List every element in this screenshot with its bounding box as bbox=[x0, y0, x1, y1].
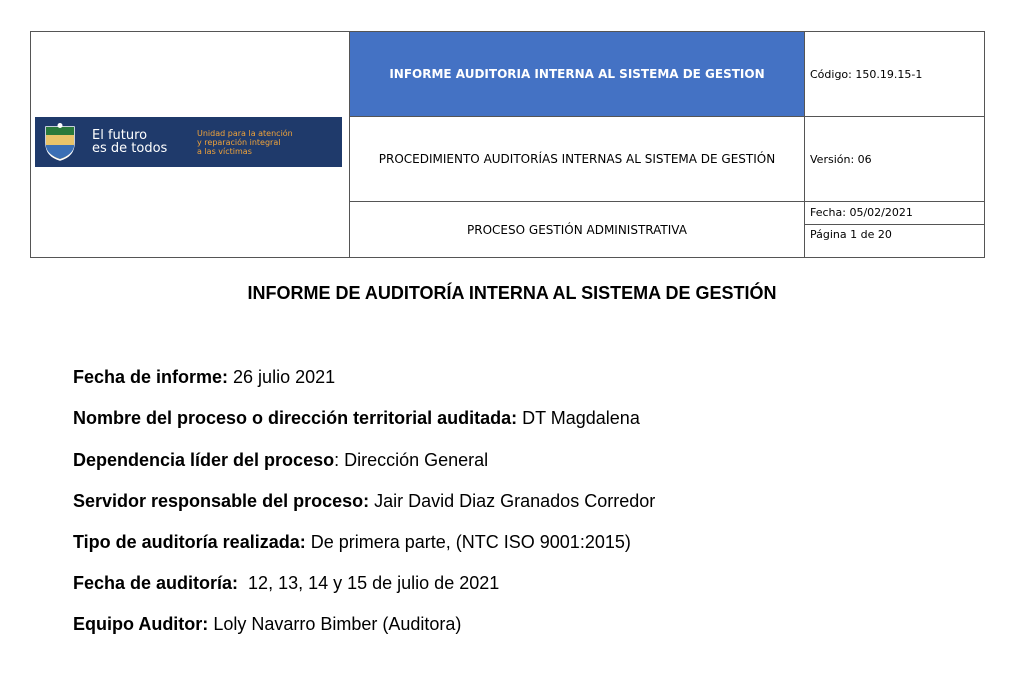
institution-logo bbox=[35, 117, 342, 167]
field-label: Dependencia líder del proceso bbox=[73, 450, 335, 470]
field-audit-dates bbox=[73, 573, 499, 594]
logo-text-line2: es de todos bbox=[92, 141, 168, 156]
field-label: Fecha de auditoría: bbox=[73, 573, 239, 593]
field-value: 26 julio 2021 bbox=[228, 367, 336, 387]
date-cell: Fecha: 05/02/2021 bbox=[805, 202, 985, 224]
field-value: Loly Navarro Bimber (Auditora) bbox=[208, 614, 462, 634]
field-lead-dependency bbox=[73, 450, 488, 471]
field-value: : Dirección General bbox=[334, 450, 489, 470]
logo-subtext-line3: a las víctimas bbox=[197, 146, 252, 156]
field-report-date bbox=[73, 367, 335, 388]
field-label: Fecha de informe: bbox=[73, 367, 229, 387]
coat-of-arms-icon bbox=[40, 121, 80, 163]
field-label: Equipo Auditor: bbox=[73, 614, 209, 634]
field-audited-process bbox=[73, 408, 640, 429]
version-cell: Versión: 06 bbox=[805, 117, 985, 202]
field-value: Jair David Diaz Granados Corredor bbox=[369, 491, 656, 511]
logo-text-line1: El futuro bbox=[92, 128, 148, 143]
procedure-cell: PROCEDIMIENTO AUDITORÍAS INTERNAS AL SISTEMA DE GESTIÓN bbox=[350, 117, 805, 202]
field-audit-team bbox=[73, 614, 461, 635]
logo-subtext-line2: y reparación integral bbox=[197, 137, 281, 147]
document-title: INFORME DE AUDITORÍA INTERNA AL SISTEMA DE GESTIÓN bbox=[247, 283, 777, 303]
logo-subtext-line1: Unidad para la atención bbox=[197, 128, 293, 138]
code-cell: Código: 150.19.15-1 bbox=[805, 32, 985, 117]
field-value: 12, 13, 14 y 15 de julio de 2021 bbox=[238, 573, 500, 593]
field-audit-type bbox=[73, 532, 631, 553]
field-label: Servidor responsable del proceso: bbox=[73, 491, 370, 511]
report-title-cell: INFORME AUDITORIA INTERNA AL SISTEMA DE GESTION bbox=[350, 32, 805, 117]
field-responsible-server bbox=[73, 491, 655, 512]
page-cell: Página 1 de 20 bbox=[805, 224, 985, 257]
field-label: Nombre del proceso o dirección territorial auditada: bbox=[73, 408, 518, 428]
field-value: DT Magdalena bbox=[517, 408, 640, 428]
field-value: De primera parte, (NTC ISO 9001:2015) bbox=[305, 532, 631, 552]
field-label: Tipo de auditoría realizada: bbox=[73, 532, 306, 552]
process-cell: PROCESO GESTIÓN ADMINISTRATIVA bbox=[350, 202, 805, 258]
